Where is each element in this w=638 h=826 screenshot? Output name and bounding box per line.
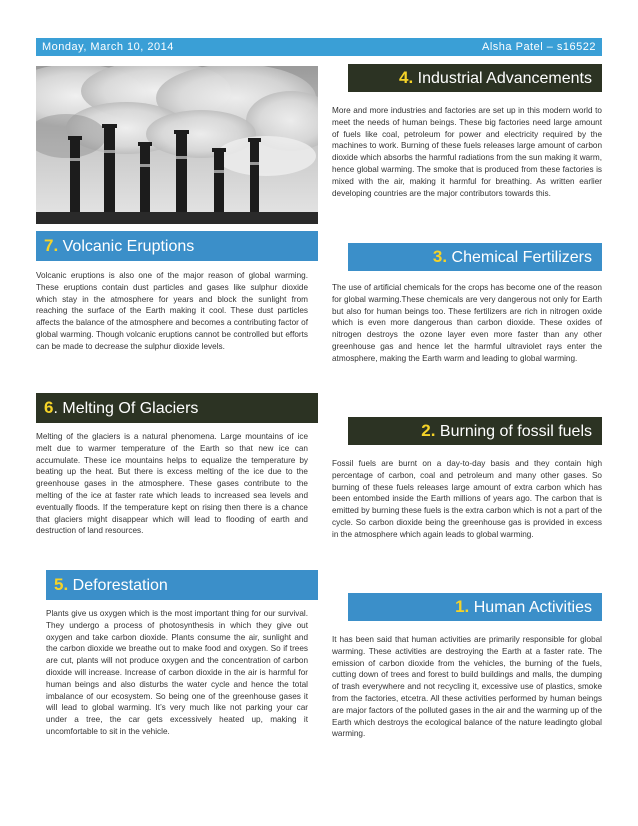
header-date: Monday, March 10, 2014 xyxy=(42,41,174,53)
heading-deforestation xyxy=(46,570,318,600)
section-number: 7. xyxy=(44,236,59,255)
section-number: 6 xyxy=(44,398,54,417)
heading-chemical-fertilizers xyxy=(348,243,602,271)
heading-melting-of-glaciers xyxy=(36,393,318,423)
section-title: Chemical Fertilizers xyxy=(451,249,592,266)
section-title: . Melting Of Glaciers xyxy=(53,400,199,417)
heading-industrial-advancements xyxy=(348,64,602,92)
paragraph-deforestation: Plants give us oxygen which is the most important thing for our survival. They undergo a process of photosynthesis in which they give out oxygen and take carbon dioxide. Plants consume the air, sunlight and the carbon dioxide we breathe out to make food and oxygen. So if trees are cut, plants will not produce oxygen and the concentration of carbon dioxide will increase. Increase of carbon dioxide in the air is harmful for human beings and also disturbs the water cycle and hence the total imbalance of our ecosystem. So being one of the greenhouse gases it will lead to global warming. It’s very much like not parking your car under a tree, the car gets excessively heated up, making it uncomfortable to sit in the vehicle. xyxy=(46,609,308,736)
paragraph-chemical-fertilizers: The use of artificial chemicals for the crops has become one of the reason for global warming.These chemicals are very dangerous not only for Earth but also for human beings too. These fertilizers are rich in nitrogen oxide which is even more dangerous than carbon dioxide. These oxides of nitrogen destroys the ozone layer even more faster than any other greenhouse gas and hence let the harmful ultraviolet rays enter the atmosphere, making the Earth warm and leading to global warming. xyxy=(332,283,602,363)
paragraph-industrial-advancements: More and more industries and factories are set up in this modern world to meet the needs of human beings. These big factories need large amount of fuels like coal, petroleum for power and electricity required by the machines to work. Burning of these fuels releases large amount of carbon dioxide which absorbs the harmful radiations from the sun making it warm, hence global warming. The smoke that is produced from these factories is mixed with the air, making it harmful for breathing. As written earlier developing countries are the major contributors towards this. xyxy=(332,106,602,198)
heading-volcanic-eruptions xyxy=(36,231,318,261)
section-number: 5. xyxy=(54,575,69,594)
heading-human-activities xyxy=(348,593,602,621)
paragraph-burning-of-fossil-fuels: Fossil fuels are burnt on a day-to-day basis and they contain high percentage of carbon, coal and petroleum and many other gases. So burning of these fuels releases large amount of extra carbon which has been entombed inside the Earth millions of years ago. The carbon that is emitted by burning these fuels is the extra carbon which is not a part of the cycle. So carbon dioxide being the greenhouse gas is provided in excess in the atmosphere which again leads to global warming. xyxy=(332,459,602,539)
factory-chimneys-photo xyxy=(36,66,318,224)
paragraph-human-activities: It has been said that human activities are primarily responsible for global warming. These activities are destroying the Earth at a faster rate. The emission of carbon dioxide from the vehicles, the burning of the fuels, cutting down of trees and forest to build buildings and malls, the dumping of trash everywhere and not recycling it, excessive use of plastics, smoke from the factories, etcetra. All these activities performed by human beings are major factors of the polluted gases in the air and the warming up of the Earth which destroys the ecological balance of the nature leadingto global warming. xyxy=(332,635,602,739)
section-title: Volcanic Eruptions xyxy=(62,238,195,255)
heading-burning-of-fossil-fuels xyxy=(348,417,602,445)
section-title: Industrial Advancements xyxy=(417,70,592,87)
section-title: Human Activities xyxy=(473,599,592,616)
factory-chimneys-illustration xyxy=(36,66,318,224)
paragraph-volcanic-eruptions: Volcanic eruptions is also one of the major reason of global warming. These eruptions contain dust particles and gases like sulphur dioxide which stay in the atmosphere for years and block the sunlight from reaching the surface of the Earth making it cool. These dust particles affects the balance of the atmosphere and becomes a contributing factor of global warming. Though volcanic eruptions cannot be controlled but efforts can be made to decrease the sulphur dioxide levels. xyxy=(36,271,308,351)
section-number: 2. xyxy=(421,421,436,440)
header-bar xyxy=(36,38,602,56)
section-number: 4. xyxy=(399,68,414,87)
section-title: Burning of fossil fuels xyxy=(439,423,592,440)
section-title: Deforestation xyxy=(72,577,168,594)
section-number: 1. xyxy=(455,597,470,616)
paragraph-melting-of-glaciers: Melting of the glaciers is a natural phenomena. Large mountains of ice melt due to warmer temperature of the Earth so that new ice can accumulate. These ice mountains helps to equalize the temperature by beating up the heat. But there is excess melting of the ice due to the greenhouse gases in the atmosphere. These gases contribute to the melting of the ice at faster rate which leads to increased sea levels and eventually floods. If the temperature kept on rising then there is a chance that glaciers might disappear which will lead to flooding of earth and destruction of land resources. xyxy=(36,432,308,536)
section-number: 3. xyxy=(432,247,448,266)
header-author: Alsha Patel – s16522 xyxy=(482,41,596,53)
